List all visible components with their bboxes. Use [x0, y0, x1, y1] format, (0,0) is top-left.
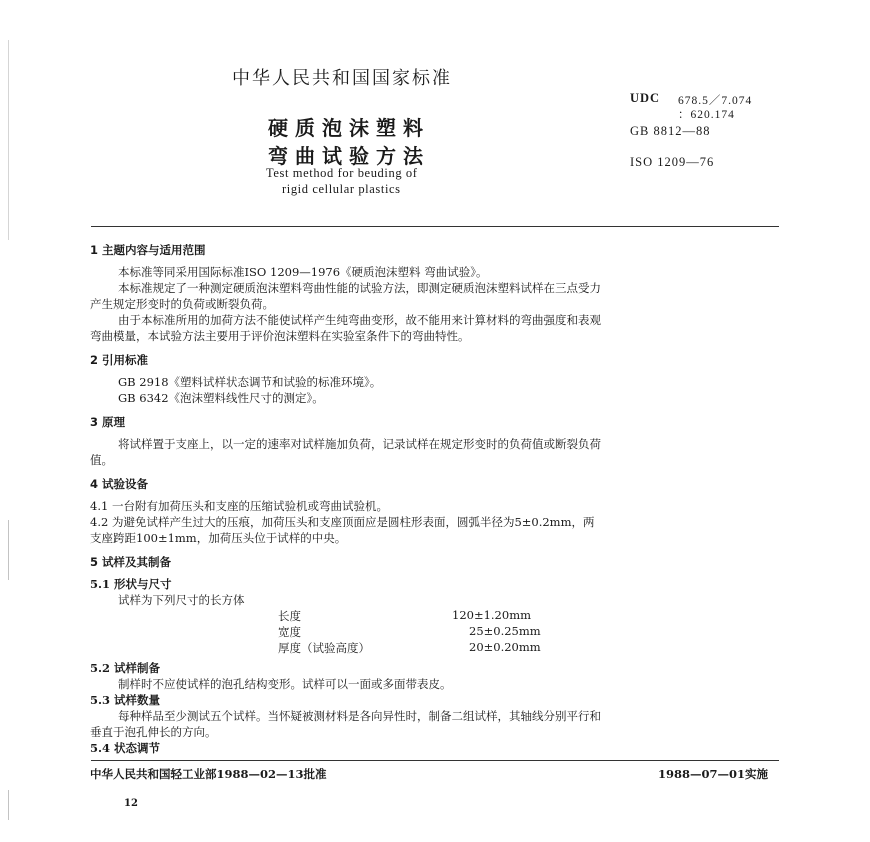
section-4-heading: 4 试验设备 [90, 477, 149, 491]
dimension-value: 20±0.20mm [469, 640, 541, 654]
dimension-name: 长度 [278, 609, 301, 623]
section-3-heading: 3 原理 [90, 415, 126, 429]
dimension-value: 120±1.20mm [452, 608, 532, 622]
clause-4-2b: 支座跨距100±1mm，加荷压头位于试样的中央。 [90, 531, 347, 545]
dimension-name: 宽度 [278, 625, 301, 639]
issuing-authority: 中华人民共和国国家标准 [232, 68, 452, 89]
section-1-para-3a: 由于本标准所用的加荷方法不能使试样产生纯弯曲变形，故不能用来计算材料的弯曲强度和表观 [118, 313, 601, 327]
udc-value-2: ：620.174 [678, 109, 735, 121]
approval-statement: 中华人民共和国轻工业部1988—02—13批准 [90, 767, 327, 781]
clause-5-4-heading: 5.4 状态调节 [90, 741, 161, 755]
english-title-line-2: rigid cellular plastics [282, 182, 401, 196]
implementation-date: 1988—07—01实施 [658, 767, 769, 781]
section-1-para-3b: 弯曲模量，本试验方法主要用于评价泡沫塑料在实验室条件下的弯曲特性。 [90, 329, 470, 343]
udc-label: UDC [630, 91, 661, 105]
scan-edge-mark [8, 520, 9, 580]
reference-standard-2: GB 6342《泡沫塑料线性尺寸的测定》。 [118, 391, 324, 405]
dimension-value: 25±0.25mm [469, 624, 541, 638]
gb-number: GB 8812—88 [630, 124, 711, 138]
title-line-1: 硬质泡沫塑料 [268, 116, 430, 140]
page-number: 12 [124, 798, 138, 809]
section-3-para-b: 值。 [90, 453, 113, 467]
title-line-2: 弯曲试验方法 [268, 144, 430, 168]
section-2-heading: 2 引用标准 [90, 353, 149, 367]
clause-5-2-para: 制样时不应使试样的泡孔结构变形。试样可以一面或多面带表皮。 [118, 677, 452, 691]
scan-edge-mark [8, 40, 9, 240]
section-3-para-a: 将试样置于支座上，以一定的速率对试样施加负荷，记录试样在规定形变时的负荷值或断裂负荷 [118, 437, 601, 451]
clause-5-3-para-b: 垂直于泡孔伸长的方向。 [90, 725, 217, 739]
reference-standard-1: GB 2918《塑料试样状态调节和试验的标准环境》。 [118, 375, 382, 389]
clause-5-1-intro: 试样为下列尺寸的长方体 [118, 593, 245, 607]
clause-5-3-heading: 5.3 试样数量 [90, 693, 161, 707]
section-1-para-2a: 本标准规定了一种测定硬质泡沫塑料弯曲性能的试验方法，即测定硬质泡沫塑料试样在三点受力 [118, 281, 601, 295]
clause-5-1-heading: 5.1 形状与尺寸 [90, 577, 172, 591]
english-title-line-1: Test method for beuding of [266, 166, 418, 180]
section-5-heading: 5 试样及其制备 [90, 555, 172, 569]
footer-rule [91, 760, 779, 761]
section-1-para-1: 本标准等同采用国际标准ISO 1209—1976《硬质泡沫塑料 弯曲试验》。 [118, 265, 488, 279]
clause-5-2-heading: 5.2 试样制备 [90, 661, 161, 675]
iso-number: ISO 1209—76 [630, 155, 715, 169]
header-rule [91, 226, 779, 227]
section-1-para-2b: 产生规定形变时的负荷或断裂负荷。 [90, 297, 274, 311]
clause-4-2a: 4.2 为避免试样产生过大的压痕，加荷压头和支座顶面应是圆柱形表面，圆弧半径为5±0.2mm，两 [90, 515, 595, 529]
clause-4-1: 4.1 一台附有加荷压头和支座的压缩试验机或弯曲试验机。 [90, 499, 388, 513]
scan-edge-mark [8, 790, 9, 820]
dimension-name: 厚度（试验高度） [278, 641, 370, 655]
clause-5-3-para-a: 每种样品至少测试五个试样。当怀疑被测材料是各向异性时，制备二组试样，其轴线分别平行和 [118, 709, 601, 723]
udc-value-1: 678.5／7.074 [678, 95, 753, 107]
section-1-heading: 1 主题内容与适用范围 [90, 243, 206, 257]
